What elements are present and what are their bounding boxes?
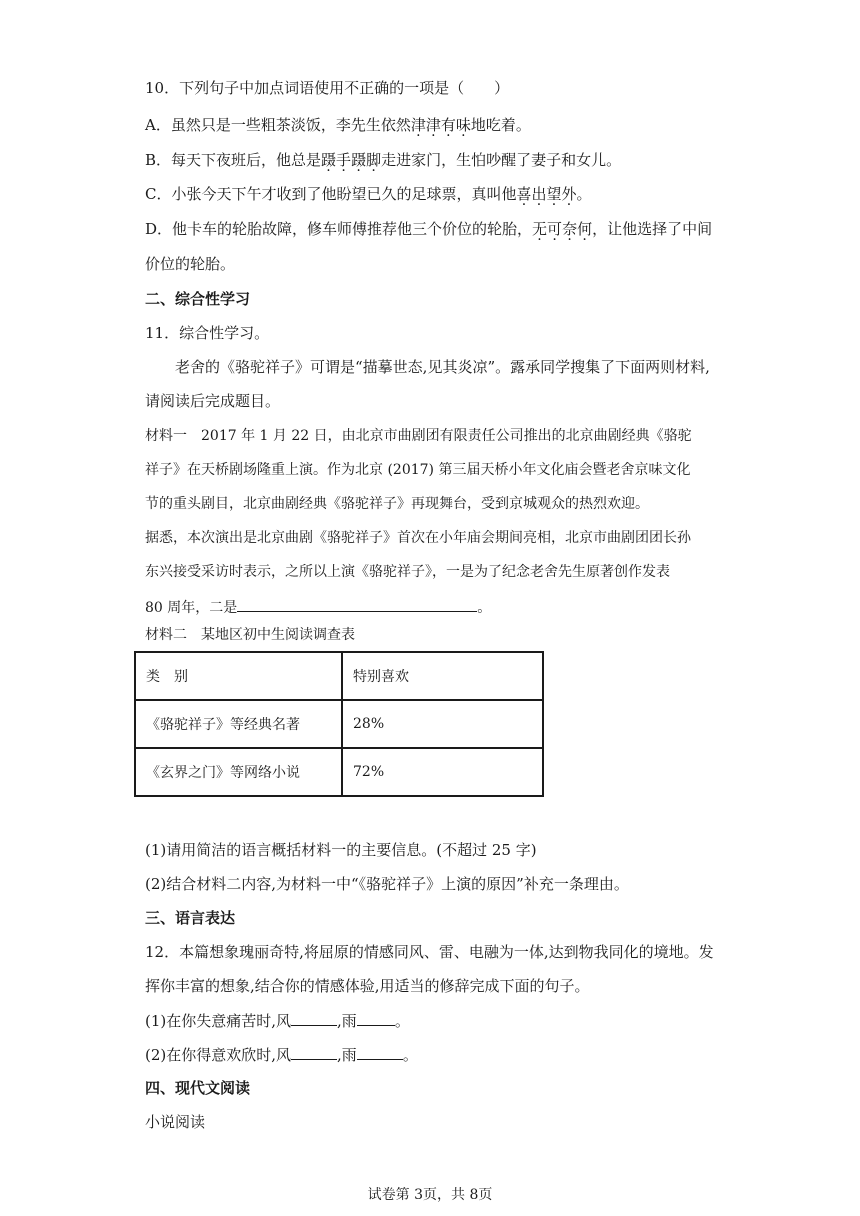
reading-survey-table [134,651,544,797]
material1-line4: 据悉，本次演出是北京曲剧《骆驼祥子》首次在小年庙会期间亮相，北京市曲剧团团长孙 [145,530,691,546]
q11-intro-line1: 老舍的《骆驼祥子》可谓是“描摹世态,见其炎凉”。露承同学搜集了下面两则材料, [175,358,710,376]
table-header-cell: 特别喜欢 [342,652,543,700]
dotted-char: 无 [532,220,548,238]
section-heading-2: 二、综合性学习 [145,290,251,308]
dotted-char: 有 [440,116,456,134]
q10-option-a: A．虽然只是一些粗茶淡饭，李先生依然津津有味地吃着。 [145,116,531,134]
q10-option-b: B．每天下夜班后，他总是蹑手蹑脚走进家门，生怕吵醒了妻子和女儿。 [145,151,622,169]
material1-line2: 祥子》在天桥剧场隆重上演。作为北京 (2017) 第三届天桥小年文化庙会暨老舍京味文化 [145,462,691,478]
table-row [135,748,543,796]
q10-option-c: C．小张今天下午才收到了他盼望已久的足球票，真叫他喜出望外。 [145,185,592,203]
material1-line3: 节的重头剧目，北京曲剧经典《骆驼祥子》再现舞台，受到京城观众的热烈欢迎。 [145,496,649,512]
dotted-char: 津 [410,116,426,134]
table-row [135,700,543,748]
q11-intro-line2: 请阅读后完成题目。 [145,392,281,410]
section-4-subheading: 小说阅读 [145,1113,206,1131]
q10-stem: 10．下列句子中加点词语使用不正确的一项是（ ） [145,79,510,97]
q12-sentence-2: (2)在你得意欢欣时,风 ,雨 。 [145,1046,418,1064]
dotted-char: 出 [531,185,547,203]
dotted-char: 津 [425,116,441,134]
answer-blank[interactable] [291,1010,337,1026]
dotted-char: 味 [455,116,471,134]
section-heading-4: 四、现代文阅读 [145,1079,251,1097]
table-header-row [135,652,543,700]
table-cell: 72% [342,748,543,796]
dotted-char: 脚 [366,151,382,169]
page-footer: 试卷第 3页，共 8页 [367,1187,493,1203]
material1-line5: 东兴接受采访时表示，之所以上演《骆驼祥子》，一是为了纪念老舍先生原著创作发表 [145,564,670,580]
dotted-char: 何 [577,220,593,238]
q10-option-d: D．他卡车的轮胎故障，修车师傅推荐他三个价位的轮胎，无可奈何，让他选择了中间 [145,220,713,238]
q10-option-d-continued: 价位的轮胎。 [145,255,236,273]
q11-subquestion-2: (2)结合材料二内容,为材料一中“《骆驼祥子》上演的原因”补充一条理由。 [145,875,629,893]
dotted-char: 可 [547,220,563,238]
dotted-char: 望 [546,185,562,203]
table-header-cell: 类 别 [135,652,342,700]
dotted-char: 手 [336,151,352,169]
q12-sentence-1: (1)在你失意痛苦时,风 ,雨 。 [145,1012,410,1030]
table-cell: 28% [342,700,543,748]
material1-line1: 材料一 2017 年 1 月 22 日，由北京市曲剧团有限责任公司推出的北京曲剧经典《骆驼 [145,428,692,444]
answer-blank[interactable] [357,1010,395,1026]
dotted-char: 外 [561,185,577,203]
q11-subquestion-1: (1)请用简洁的语言概括材料一的主要信息。(不超过 25 字) [145,841,537,859]
answer-blank[interactable] [291,1044,337,1060]
q12-stem-line1: 12．本篇想象瑰丽奇特,将屈原的情感同风、雷、电融为一体,达到物我同化的境地。发 [145,943,714,961]
q11-stem: 11．综合性学习。 [145,324,270,342]
material2-title: 材料二 某地区初中生阅读调查表 [145,627,355,643]
material1-line6: 80 周年，二是 。 [145,596,491,618]
dotted-char: 蹑 [321,151,337,169]
section-heading-3: 三、语言表达 [145,909,236,927]
dotted-char: 喜 [516,185,532,203]
answer-blank[interactable] [237,596,477,612]
dotted-char: 奈 [562,220,578,238]
dotted-char: 蹑 [351,151,367,169]
table-cell: 《骆驼祥子》等经典名著 [135,700,342,748]
answer-blank[interactable] [357,1044,403,1060]
table-cell: 《玄界之门》等网络小说 [135,748,342,796]
q12-stem-line2: 挥你丰富的想象,结合你的情感体验,用适当的修辞完成下面的句子。 [145,977,590,995]
